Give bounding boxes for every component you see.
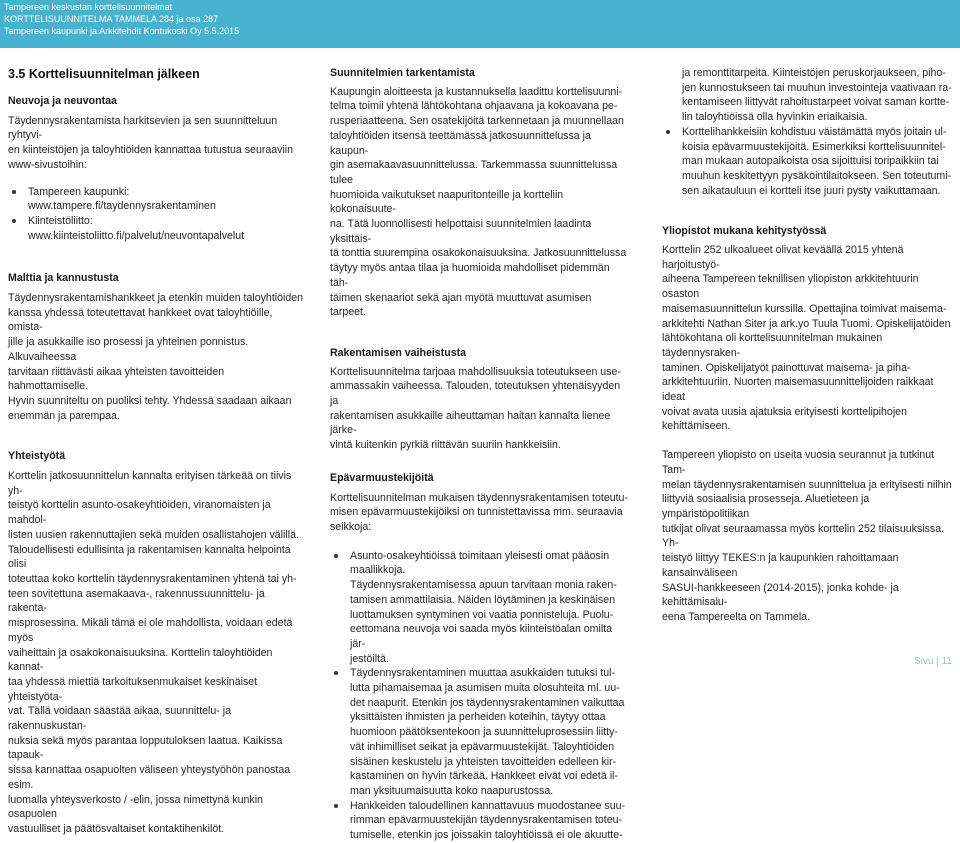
link-list bbox=[8, 185, 304, 244]
heading-neuvoja: Neuvoja ja neuvontaa bbox=[8, 95, 117, 107]
list-item-kiinteistoliitto-link[interactable]: Kiinteistöliitto: www.kiinteistoliitto.fi/palvelut/neuvontapalvelut bbox=[28, 214, 304, 243]
section-title: 3.5 Korttelisuunnitelman jälkeen bbox=[8, 67, 200, 81]
paragraph-rakentaminen: Korttelisuunnitelma tarjoaa mahdollisuuksia toteutukseen use- ammassakin vaiheessa. Talouden, toteutuksen yhtenäisyyden ja rakentamisen asukkaille aiheuttaman haitan kannalta lienee järke- vintä kuitenkin pyrkiä riittävän suuriin hankkeisiin. bbox=[330, 365, 621, 452]
heading-yliopisto: Yliopistot mukana kehitystyössä bbox=[662, 225, 827, 238]
header-title: Tampereen keskustan korttelisuunnitelmat bbox=[4, 2, 173, 12]
column-left bbox=[8, 66, 304, 837]
paragraph-yhteistyo: Korttelin jatkosuunnittelun kannalta erityisen tärkeää on tiivis yh- teistyö korttelin asunto-osakeyhtiöiden, viranomaisten ja mahdol- listen uusien rakennuttajien sekä muiden osallistahojen välillä. Taloudellisesti edullisinta ja rakentamisen kannalta helpointa olisi toteuttaa koko korttelin täydennysrakentaminen yhtenä tai yh- teen sovitettuna asemakaava-, rakennussuunnittelu- ja rakenta- misprosessina. Mikäli tämä ei ole mahdollista, voidaan edetä myös vaiheittain ja osakokonaisuuksina. Korttelin taloyhtiöiden kannat- taa yhdessä miettiä tarkoituksenmukaiset keskinäiset yhteistyöta- vat. Tällä voidaan säästää aikaa, suunnittelu- ja rakennuskustan- nuksia sekä myös parantaa lopputuloksen laatua. Kaikissa tapauk- sissa kannattaa osapuolten väliseen yhteystyöhön panostaa esim. luomalla yhteysverkosto / -elin, jossa nimettynä kunkin osapuolen vastuulliset ja päätösvaltaiset kontaktihenkilöt. bbox=[8, 470, 299, 835]
uncertainty-list bbox=[330, 549, 630, 843]
list-item: Täydennysrakentaminen muuttaa asukkaiden tutuksi tul- lutta pihamaisemaa ja asumisen muita olosuhteita ml. uu- det naapurit. Etenkin jos täydennysrakentaminen vaikuttaa yksittäisten ihmisten ja perheiden koteihin, täytyy ottaa huomioon päätöksentekoon ja suunnitteluprosessiin liitty- vät inhimilliset seikat ja epävarmuustekijät. Taloyhtiöiden sisäinen keskustelu ja yhteisten tavoitteiden edelleen kir- kastaminen on hyvin tärkeää. Hankkeet eivät voi edetä il- man yksituumaisuutta koko naapurustossa. bbox=[350, 666, 630, 798]
heading-malttia: Malttia ja kannustusta bbox=[8, 272, 119, 285]
paragraph-neuvoja: Täydennysrakentamista harkitsevien ja sen suunnitteluun ryhtyvi- en kiinteistöjen ja taloyhtiöiden kannattaa tutustua seuraaviin www-sivustoihin: bbox=[8, 114, 294, 171]
column-middle bbox=[330, 66, 630, 843]
list-item-tampere-link[interactable]: Tampereen kaupunki: www.tampere.fi/taydennysrakentaminen bbox=[28, 185, 304, 214]
paragraph-malttia: Täydennysrakentamishankkeet ja etenkin muiden taloyhtiöiden kanssa yhdessä toteutettavat hankkeet ovat taloyhtiöille, omista- jille ja asukkaille iso prosessi ja yhteinen ponnistus. Alkuvaiheessa tarvitaan riittävästi aikaa yhteisten tavoitteiden hahmottamiselle. Hyvin suunniteltu on puoliksi tehty. Yhdessä saadaan aikaan enemmän ja parempaa. bbox=[8, 292, 304, 422]
column-right bbox=[662, 66, 956, 625]
list-item: Hankkeiden taloudellinen kannattavuus muodostanee suu- rimman epävarmuustekijän täydennysrakentamisen toteu- tumiselle, etenkin jos joissakin taloyhtiöissä ei ole akuutte- bbox=[350, 799, 630, 843]
paragraph-epavarmuus: Korttelisuunnitelman mukaisen täydennysrakentamisen toteutu- misen epävarmuustekijöiksi on tunnistettavissa mm. seuraavia seikkoja: bbox=[330, 491, 628, 533]
heading-tarkentaminen: Suunnitelmien tarkentamista bbox=[330, 67, 475, 79]
heading-epavarmuus: Epävarmuustekijöitä bbox=[330, 471, 434, 484]
paragraph-continued: ja remonttitarpeita. Kiinteistöjen peruskorjaukseen, piho- jen kunnostukseen tai muuhun investointeja vaativaan ra- kentamiseen liittyvät rahoitustarpeet voivat saman kortte- lin taloyhtiöissä olla hyvinkin eriaikaisia. bbox=[682, 67, 952, 124]
heading-rakentaminen: Rakentamisen vaiheistusta bbox=[330, 346, 467, 359]
paragraph-yliopisto-1: Korttelin 252 ulkoalueet olivat keväällä 2015 yhtenä harjoitustyö- aiheena Tampereen teknillisen yliopiston arkkitehtuurin osaston maisemasuunnittelun kurssilla. Opettajina toimivat maisema- arkkitehti Nathan Siter ja ark.yo Tuula Tuomi. Opiskelijatöiden lähtökohtana oli korttelisuunnitelman mukainen täydennysraken- taminen. Opiskelijatyöt painottuvat maisema- ja piha- arkkitehtuuriin. Nuorten maisemasuunnittelijoiden raikkaat ideat voivat avata uusia ajatuksia erityisesti korttelipihojen kehittämiseen. bbox=[662, 244, 951, 433]
list-item: Korttelihankkeisiin kohdistuu väistämättä myös joitain ul- koisia epävarmuustekijöitä. Esimerkiksi korttelisuunnitel- man mukaan autopaikoista osa sijoittuisi toripaikkiin tai muuhun keskitettyyn pysäköintilaitokseen. Sen toteutumi- sen aikatauluun ei kortteli itse juuri pysty vaikuttamaan. bbox=[682, 125, 956, 199]
document-header bbox=[0, 0, 960, 48]
paragraph-yliopisto-2: Tampereen yliopisto on useita vuosia seurannut ja tutkinut Tam- melan täydennysrakentamisen suunnittelua ja erityisesti niihin liittyviä sosiaalisia prosesseja. Aluetieteen ja ympäristöpolitiikan tutkijat olivat seuraamassa myös korttelin 252 tilaisuuksissa. Yh- teistyö liittyy TEKES:n ja kaupunkien rahoittamaan kansainväliseen SASUI-hankkeeseen (2014-2015), jonka kohde- ja kehittämisalu- eena Tampereelta on Tammela. bbox=[662, 449, 952, 623]
page-number: Sivu | 11 bbox=[914, 656, 952, 667]
header-plan-name: KORTTELISUUNNITELMA TAMMELA 284 ja osa 287 bbox=[4, 14, 219, 24]
header-authors-date: Tampereen kaupunki ja Arkkitehdit Kontukoski Oy 5.5.2015 bbox=[4, 26, 240, 36]
list-item: Asunto-osakeyhtiöissä toimitaan yleisesti omat pääosin maallikkoja. Täydennysrakentamisessa apuun tarvitaan monia raken- tamisen ammattilaisia. Näiden löytäminen ja keskinäisen luottamuksen syntyminen voi vaatia ponnisteluja. Puolu- eettomana neuvoja voi saada myös kiinteistöalan omilta jär- jestöiltä. bbox=[350, 549, 630, 667]
heading-yhteistyo: Yhteistyötä bbox=[8, 450, 66, 463]
external-uncertainty-list bbox=[662, 125, 956, 199]
paragraph-tarkentaminen: Kaupungin aloitteesta ja kustannuksella laadittu korttelisuunni- telma toimii yhtenä lähtökohtana ohjaavana ja kokoavana pe- rusperiaatteena. Sen osatekijöitä tarkennetaan ja muunnellaan taloyhtiöiden itsensä teettämässä jatkosuunnittelussa ja kaupun- gin asemakaavasuunnittelussa. Tarkemmassa suunnittelussa tulee huomioida vaikutukset naapuritonteille ja kortteliin kokonaisuute- na. Tätä luonnollisesti helpottaisi suunnitelmien laadinta yksittäis- tä tonttia suurempina osakokonaisuuksina. Jatkosuunnittelussa täytyy myös antaa tilaa ja huomioida mahdolliset pidemmän täh- täimen skenaariot sekä ajan myötä muuttuvat asumisen tarpeet. bbox=[330, 85, 627, 319]
